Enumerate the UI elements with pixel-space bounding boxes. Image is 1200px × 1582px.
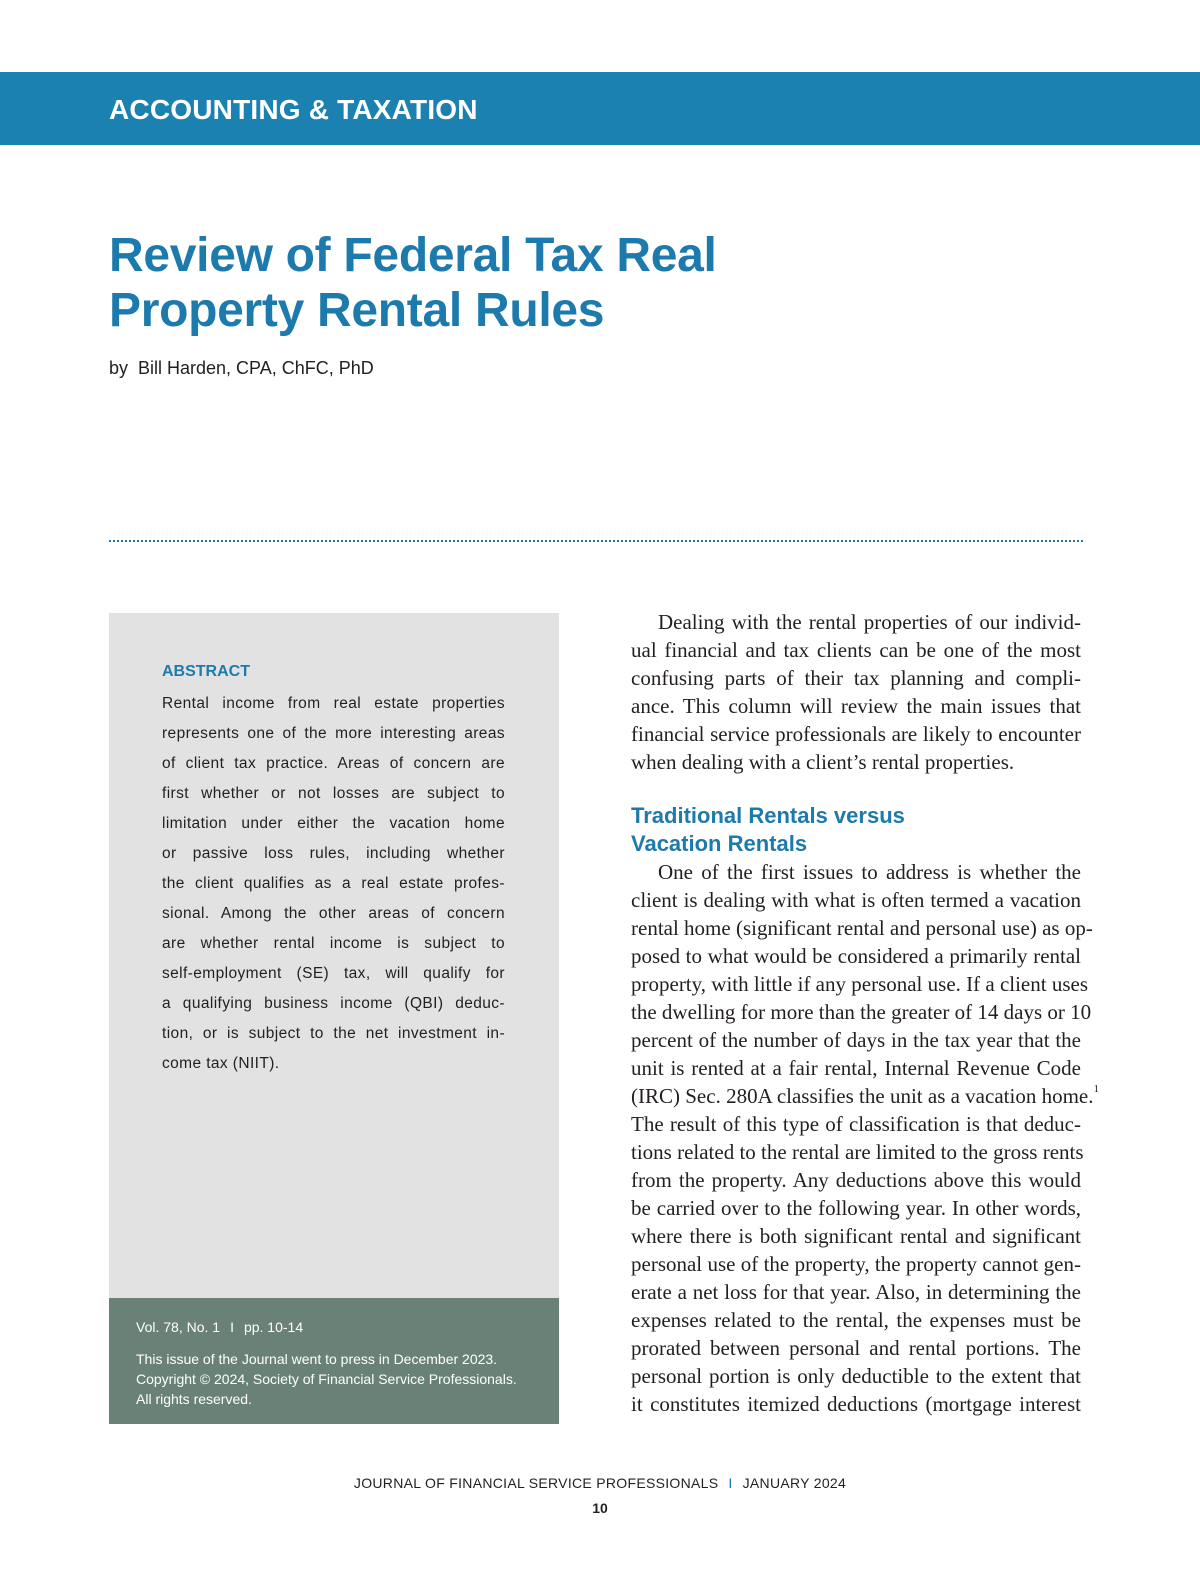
body-line: tions related to the rental are limited to the gross rents (631, 1140, 1084, 1164)
copyright-line: Copyright © 2024, Society of Financial Service Professionals. (136, 1371, 517, 1387)
copyright-line: All rights reserved. (136, 1391, 252, 1407)
copyright-note (136, 1349, 517, 1409)
volume-info (136, 1319, 303, 1335)
volume-number: Vol. 78, No. 1 (136, 1319, 221, 1335)
title-line: Property Rental Rules (109, 284, 605, 337)
abstract-line: or passive loss rules, including whether (162, 845, 505, 862)
abstract-line: a qualifying business income (QBI) deduc- (162, 995, 505, 1012)
intro-paragraph (631, 608, 1081, 776)
volume-separator: I (230, 1319, 234, 1335)
byline (109, 358, 374, 379)
body-line: The result of this type of classification is that deduc- (631, 1112, 1081, 1136)
body-line: unit is rented at a fair rental, Internal Revenue Code (631, 1056, 1081, 1080)
body-line: percent of the number of days in the tax year that the (631, 1028, 1081, 1052)
title-line: Review of Federal Tax Real (109, 229, 717, 282)
body-line: personal portion is only deductible to the extent that (631, 1364, 1081, 1388)
footnote-ref[interactable]: 1 (1093, 1083, 1099, 1095)
body-line: when dealing with a client’s rental properties. (631, 750, 1015, 774)
body-line: ance. This column will review the main issues that (631, 694, 1081, 718)
body-line: where there is both significant rental and significant (631, 1224, 1081, 1248)
body-line: be carried over to the following year. In other words, (631, 1196, 1081, 1220)
abstract-line: tion, or is subject to the net investment in- (162, 1025, 505, 1042)
abstract-box (109, 613, 559, 1298)
body-line: ual financial and tax clients can be one of the most (631, 638, 1081, 662)
body-line: posed to what would be considered a primarily rental (631, 944, 1081, 968)
body-line-with-footnote (631, 1082, 1099, 1110)
section-heading-line: Traditional Rentals versus (631, 803, 905, 828)
author-name: Bill Harden, CPA, ChFC, PhD (138, 358, 374, 378)
section-label: ACCOUNTING & TAXATION (109, 94, 478, 125)
body-line: from the property. Any deductions above this would (631, 1168, 1081, 1192)
body-line: rental home (significant rental and personal use) as op- (631, 916, 1093, 940)
abstract-line: Rental income from real estate properties (162, 695, 505, 712)
body-line: erate a net loss for that year. Also, in determining the (631, 1280, 1081, 1304)
copyright-line: This issue of the Journal went to press in December 2023. (136, 1351, 498, 1367)
body-line-text: (IRC) Sec. 280A classifies the unit as a vacation home. (631, 1084, 1094, 1108)
publication-info-box (109, 1298, 559, 1424)
abstract-line: self-employment (SE) tax, will qualify for (162, 965, 505, 982)
journal-name: JOURNAL OF FINANCIAL SERVICE PROFESSIONALS (353, 1475, 719, 1491)
abstract-line: first whether or not losses are subject to (162, 785, 505, 802)
body-line: One of the first issues to address is whether the (658, 860, 1081, 884)
abstract-line: come tax (NIIT). (162, 1055, 280, 1072)
body-line: personal use of the property, the property cannot gen- (631, 1252, 1081, 1276)
body-line: the dwelling for more than the greater of 14 days or 10 (631, 1000, 1092, 1024)
byline-prefix: by (109, 358, 129, 378)
article-body (631, 608, 1099, 1418)
body-line: Dealing with the rental properties of our individ- (658, 610, 1081, 634)
body-line: financial service professionals are likely to encounter (631, 722, 1081, 746)
abstract-line: of client tax practice. Areas of concern are (162, 755, 505, 772)
article-title (109, 228, 809, 338)
body-line: property, with little if any personal use. If a client uses (631, 972, 1089, 996)
abstract-line: sional. Among the other areas of concern (162, 905, 505, 922)
body-line: it constitutes itemized deductions (mortgage interest (631, 1392, 1081, 1416)
page-range: pp. 10-14 (243, 1319, 304, 1335)
abstract-text (162, 689, 505, 1079)
page-footer (0, 1475, 1200, 1491)
issue-date: JANUARY 2024 (742, 1475, 847, 1491)
abstract-heading: ABSTRACT (162, 663, 250, 680)
section-paragraph (631, 858, 1099, 1418)
section-heading (631, 802, 1081, 858)
section-heading-line: Vacation Rentals (631, 831, 808, 856)
abstract-line: represents one of the more interesting areas (162, 725, 505, 742)
body-line: prorated between personal and rental portions. The (631, 1336, 1081, 1360)
abstract-line: are whether rental income is subject to (162, 935, 505, 952)
abstract-line: the client qualifies as a real estate profes- (162, 875, 505, 892)
abstract-line: limitation under either the vacation home (162, 815, 505, 832)
footer-separator: I (728, 1475, 733, 1491)
section-banner (0, 72, 1200, 145)
dotted-divider (109, 540, 1083, 542)
body-line: client is dealing with what is often termed a vacation (631, 888, 1081, 912)
body-line: confusing parts of their tax planning and compli- (631, 666, 1081, 690)
body-line: expenses related to the rental, the expenses must be (631, 1308, 1081, 1332)
page-number: 10 (592, 1500, 608, 1516)
